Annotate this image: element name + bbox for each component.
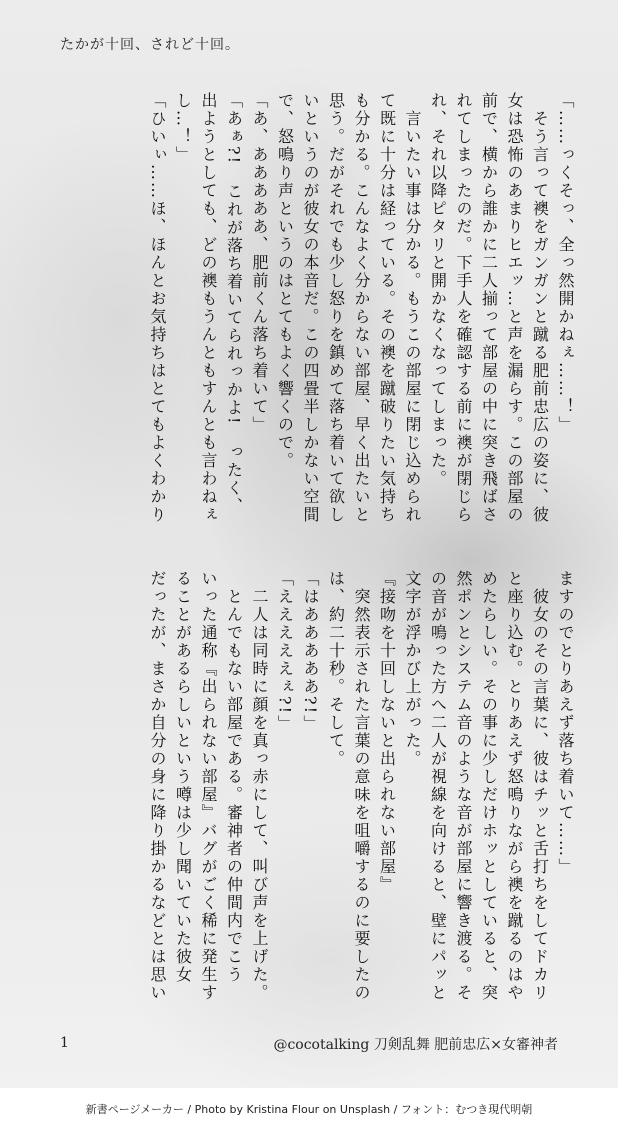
text-line: 文字が浮かび上がった。: [403, 570, 422, 768]
text-line: 『接吻を十回しないと出られない部屋』: [377, 570, 397, 894]
text-line: 然ポンとシステム音のような音が部屋に響き渡る。そ: [454, 570, 473, 1002]
text-line: 「あ、あああああ、肥前くん落ち着いて」: [250, 92, 269, 434]
text-line: と座り込む。とりあえず怒鳴りながら襖を蹴るのはや: [505, 570, 524, 1002]
page-number: 1: [60, 1035, 69, 1051]
text-line: 「はあああああ?!」: [301, 570, 320, 734]
text-line: 「えええええぇ?!」: [275, 570, 295, 734]
image-caption: 新書ページメーカー / Photo by Kristina Flour on Unsplash / フォント：むつき現代明朝: [85, 1103, 533, 1116]
text-line: とんでもない部屋である。審神者の仲間内でこう: [224, 570, 244, 984]
text-line: 前で、横から誰かに二人揃って部屋の中に突き飛ばさ: [479, 92, 499, 524]
text-line: そう言って襖をガンガンと蹴る肥前忠広の姿に、彼: [530, 92, 550, 524]
text-line: も分かる。こんなよく分からない部屋、早く出たいと: [352, 92, 371, 524]
text-line: いった通称『出られない部屋』バグがごく稀に発生す: [199, 570, 218, 1002]
text-line: ることがあるらしいという噂は少し聞いていた彼女: [173, 570, 193, 984]
story-title: たかが十回、されど十回。: [60, 37, 240, 53]
author-credit: @cocotalking 刀剣乱舞 肥前忠広×女審神者: [273, 1037, 558, 1053]
text-line: 二人は同時に顔を真っ赤にして、叫び声を上げた。: [250, 570, 269, 1002]
text-line: れ、それ以降ピタリと開かなくなってしまった。: [428, 92, 448, 488]
text-line: 「ひいぃ……ほ、ほんとお気持ちはとてもよくわかり: [148, 92, 167, 524]
text-line: いというのが彼女の本音だ。この四畳半しかない空間: [301, 92, 320, 524]
text-line: めたらしい。その事に少しだけホッとしていると、突: [479, 570, 499, 1002]
text-line: 彼女のその言葉に、彼はチッと舌打ちをしてドカリ: [530, 570, 550, 1002]
text-block-lower: [58, 570, 578, 1026]
text-line: で、怒鳴り声というのはとてもよく響くので。: [275, 92, 295, 470]
text-line: の音が鳴った方へ二人が視線を向けると、壁にパッと: [428, 570, 448, 1002]
text-line: て既に十分は経っている。その襖を蹴破りたい気持ち: [377, 92, 397, 524]
text-line: 突然表示された言葉の意味を咀嚼するのに要したの: [352, 570, 371, 1002]
text-line: 「……っくそっ、全っ然開かねぇ……！」: [556, 92, 575, 434]
text-line: れてしまったのだ。下手人を確認する前に襖が閉じら: [454, 92, 473, 524]
text-line: 言いたい事は分かる。もうこの部屋に閉じ込められ: [403, 92, 422, 524]
text-line: 女は恐怖のあまりヒエッ…と声を漏らす。この部屋の: [505, 92, 524, 524]
text-line: し…！」: [173, 92, 193, 164]
text-block-upper: [58, 92, 578, 548]
text-line: 「あぁ?! これが落ち着いてられっかよ! ったく、: [224, 92, 244, 516]
text-line: 出ようとしても、どの襖もうんともすんとも言わねぇ: [199, 92, 218, 524]
text-line: 思う。だがそれでも少し怒りを鎮めて落ち着いて欲し: [326, 92, 346, 524]
text-line: だったが、まさか自分の身に降り掛かるなどとは思い: [148, 570, 167, 1002]
text-line: ますのでとりあえず落ち着いて……」: [556, 570, 575, 876]
text-line: は、約二十秒。そして。: [326, 570, 346, 768]
